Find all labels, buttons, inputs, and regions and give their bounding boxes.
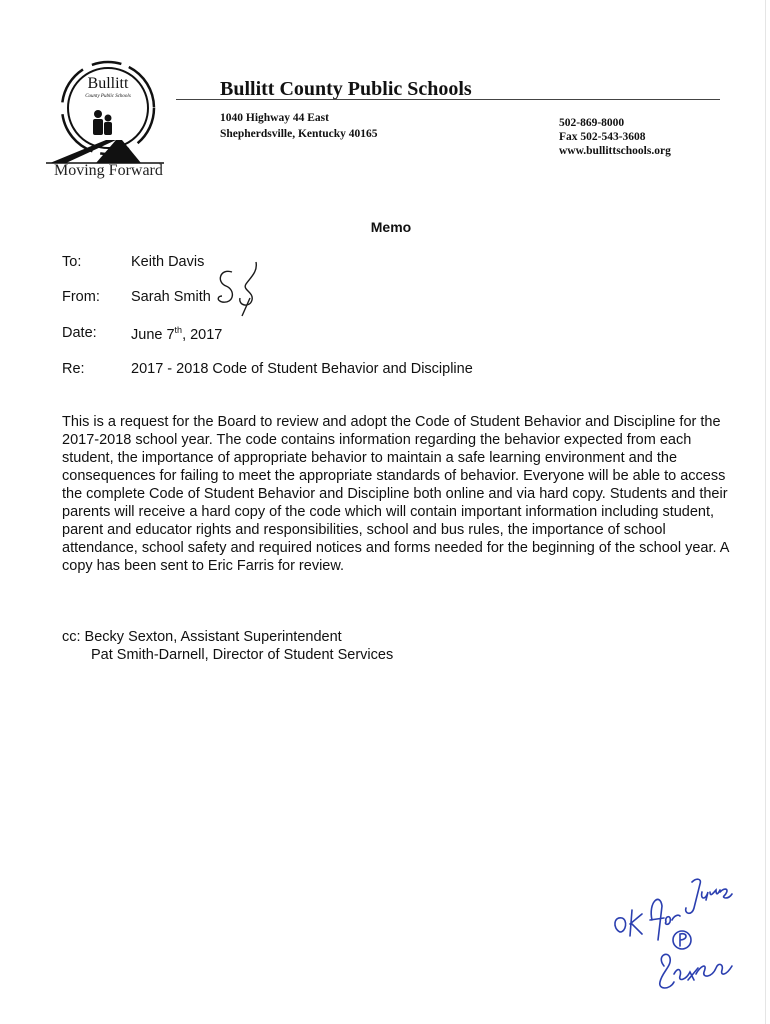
contact-block bbox=[559, 116, 671, 158]
date-label: Date: bbox=[62, 325, 97, 341]
date-year: , 2017 bbox=[182, 326, 223, 343]
cc-block bbox=[62, 628, 393, 664]
re-value: 2017 - 2018 Code of Student Behavior and Discipline bbox=[131, 361, 473, 377]
tagline: Moving Forward bbox=[54, 162, 163, 179]
to-label: To: bbox=[62, 254, 82, 270]
logo-emblem-icon bbox=[46, 58, 164, 168]
organization-name: Bullitt County Public Schools bbox=[220, 78, 472, 100]
approval-signature-icon bbox=[608, 862, 738, 997]
address-line1: 1040 Highway 44 East bbox=[220, 112, 329, 124]
from-label: From: bbox=[62, 289, 100, 305]
header-rule bbox=[176, 99, 720, 100]
cc-line2: Pat Smith-Darnell, Director of Student Services bbox=[91, 647, 394, 663]
to-value: Keith Davis bbox=[131, 254, 205, 270]
logo-subtext: County Public Schools bbox=[85, 94, 131, 99]
memo-title: Memo bbox=[370, 219, 412, 235]
fax-number: Fax 502-543-3608 bbox=[559, 131, 646, 143]
website: www.bullittschools.org bbox=[559, 145, 671, 157]
date-value bbox=[131, 325, 222, 343]
address-block bbox=[220, 110, 378, 142]
date-suffix: th bbox=[174, 325, 183, 335]
cc-line1: cc: Becky Sexton, Assistant Superintendent bbox=[62, 629, 342, 645]
phone-number: 502-869-8000 bbox=[559, 117, 625, 129]
logo-text: Bullitt bbox=[87, 75, 129, 92]
page-edge bbox=[765, 0, 766, 1024]
date-day: June 7 bbox=[131, 326, 175, 343]
from-value: Sarah Smith bbox=[131, 289, 211, 305]
address-line2: Shepherdsville, Kentucky 40165 bbox=[220, 128, 378, 140]
memo-body: This is a request for the Board to review and adopt the Code of Student Behavior and Discipline for the 2017-2018 school year. The code contains information regarding the behavior expected from each student, the importance of appropriate behavior to maintain a safe learning environment and the consequences for failing to meet the appropriate standards of behavior. Everyone will be able to access the complete Code of Student Behavior and Discipline both online and via hard copy. Students and their parents will receive a hard copy of the code which will contain important information including student, parent and educator rights and responsibilities, school and bus rules, the importance of school attendance, school safety and required notices and forms needed for the beginning of the school year. A copy has been sent to Eric Farris for review. bbox=[62, 414, 729, 574]
initials-signature-icon bbox=[212, 258, 268, 318]
handwritten-initials bbox=[212, 258, 268, 323]
handwritten-approval bbox=[608, 862, 738, 1002]
re-label: Re: bbox=[62, 361, 85, 377]
